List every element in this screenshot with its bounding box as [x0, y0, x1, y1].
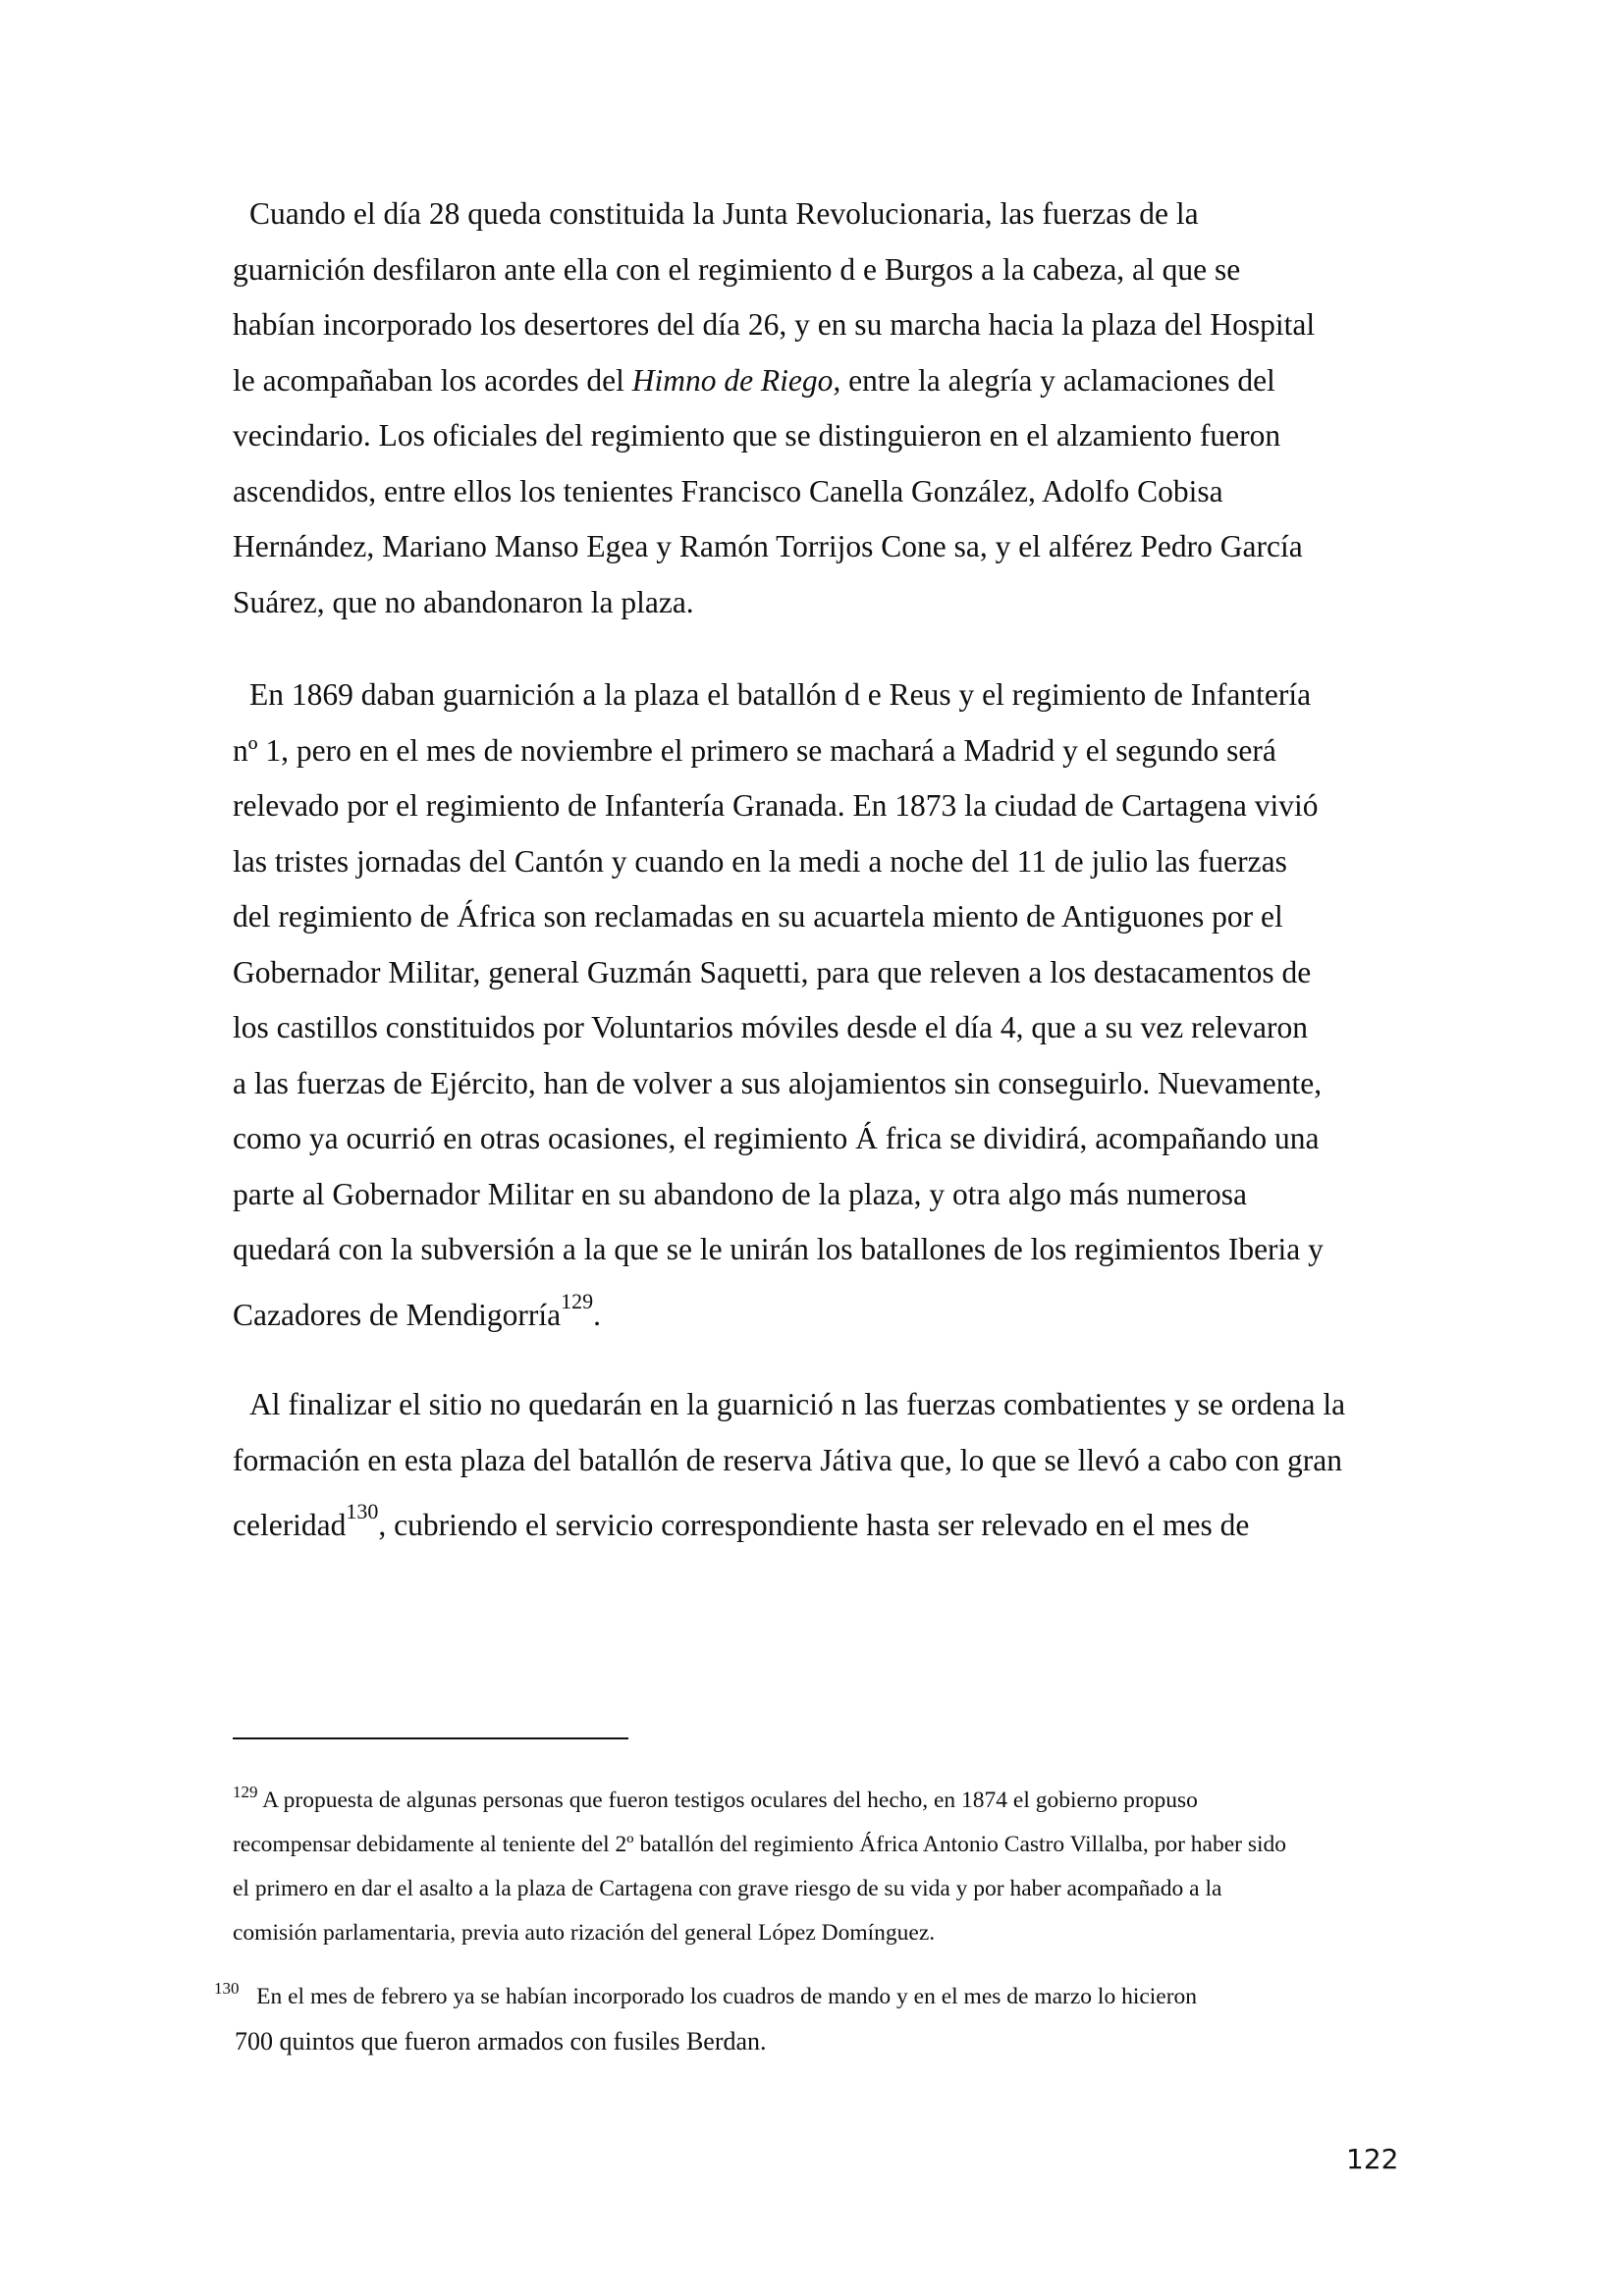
text-line: Gobernador Militar, general Guzmán Saquetti, para que releven a los destacamentos de [233, 954, 1312, 989]
footnote-line: recompensar debidamente al teniente del 2º batallón del regimiento África Antonio Castro Villalba, por haber sido [233, 1832, 1287, 1857]
text-line: Al finalizar el sitio no quedarán en la guarnició n las fuerzas combatientes y se ordena la [249, 1387, 1346, 1421]
text-line: nº 1, pero en el mes de noviembre el primero se machará a Madrid y el segundo será [233, 732, 1276, 768]
footnote-line [214, 1975, 1197, 2019]
footnote-line: comisión parlamentaria, previa auto rización del general López Domínguez. [233, 1920, 936, 1946]
text-line: formación en esta plaza del batallón de reserva Játiva que, lo que se llevó a cabo con gran [233, 1442, 1343, 1477]
footnote-line: el primero en dar el asalto a la plaza de Cartagena con grave riesgo de su vida y por haber acompañado a la [233, 1876, 1222, 1901]
text-line: del regimiento de África son reclamadas en su acuartela miento de Antiguones por el [233, 899, 1283, 934]
text-line: ascendidos, entre ellos los tenientes Francisco Canella González, Adolfo Cobisa [233, 473, 1223, 508]
text-run: le acompañaban los acordes del [233, 362, 632, 398]
text-line: a las fuerzas de Ejército, han de volver a sus alojamientos sin conseguirlo. Nuevamente, [233, 1065, 1323, 1100]
footnote-separator [233, 1737, 628, 1739]
text-run: celeridad [233, 1508, 347, 1542]
footnote-ref-130[interactable]: 130 [346, 1499, 379, 1523]
paragraph-2 [233, 667, 1411, 1343]
footnote-130 [214, 1975, 1197, 2063]
text-run: Cazadores de Mendigorría [233, 1297, 562, 1332]
text-line: las tristes jornadas del Cantón y cuando en la medi a noche del 11 de julio las fuerzas [233, 843, 1287, 879]
text-line: habían incorporado los desertores del día 26, y en su marcha hacia la plaza del Hospital [233, 307, 1316, 342]
text-line [233, 353, 1411, 409]
text-run: . [593, 1297, 601, 1332]
footnote-number: 129 [233, 1783, 258, 1801]
text-line: quedará con la subversión a la que se le unirán los batallones de los regimientos Iberia y [233, 1232, 1324, 1266]
footnote-line [233, 1779, 1286, 1823]
text-line: En 1869 daban guarnición a la plaza el batallón d e Reus y el regimiento de Infantería [249, 677, 1312, 712]
text-run: A propuesta de algunas personas que fueron testigos oculares del hecho, en 1874 el gobierno propuso [262, 1788, 1198, 1813]
text-line: guarnición desfilaron ante ella con el regimiento d e Burgos a la cabeza, al que se [233, 251, 1241, 287]
text-line [233, 1488, 1411, 1553]
footnote-line: 700 quintos que fueron armados con fusiles Berdan. [235, 2027, 767, 2056]
text-line [233, 1278, 1411, 1343]
page-number: 122 [1346, 2143, 1399, 2175]
italic-title: Himno de Riego, [631, 362, 841, 398]
text-line: Cuando el día 28 queda constituida la Junta Revolucionaria, las fuerzas de la [249, 196, 1199, 231]
text-line: parte al Gobernador Militar en su abandono de la plaza, y otra algo más numerosa [233, 1176, 1248, 1211]
text-line: relevado por el regimiento de Infantería Granada. En 1873 la ciudad de Cartagena vivió [233, 788, 1319, 823]
text-line: Hernández, Mariano Manso Egea y Ramón Torrijos Cone sa, y el alférez Pedro García [233, 529, 1303, 563]
text-line: vecindario. Los oficiales del regimiento que se distinguieron en el alzamiento fueron [233, 418, 1281, 453]
footnote-number: 130 [214, 1979, 240, 1998]
paragraph-3 [233, 1377, 1411, 1553]
text-run: En el mes de febrero ya se habían incorporado los cuadros de mando y en el mes de marzo lo hicieron [256, 1984, 1198, 2009]
footnote-129 [233, 1779, 1286, 1955]
footnote-ref-129[interactable]: 129 [561, 1288, 594, 1313]
text-run: , cubriendo el servicio correspondiente hasta ser relevado en el mes de [378, 1508, 1250, 1542]
text-line: como ya ocurrió en otras ocasiones, el regimiento Á frica se dividirá, acompañando una [233, 1121, 1320, 1155]
text-run: entre la alegría y aclamaciones del [840, 362, 1275, 398]
text-line: Suárez, que no abandonaron la plaza. [233, 584, 694, 619]
text-line: los castillos constituidos por Voluntarios móviles desde el día 4, que a su vez relevaron [233, 1010, 1309, 1044]
paragraph-1 [233, 187, 1411, 630]
